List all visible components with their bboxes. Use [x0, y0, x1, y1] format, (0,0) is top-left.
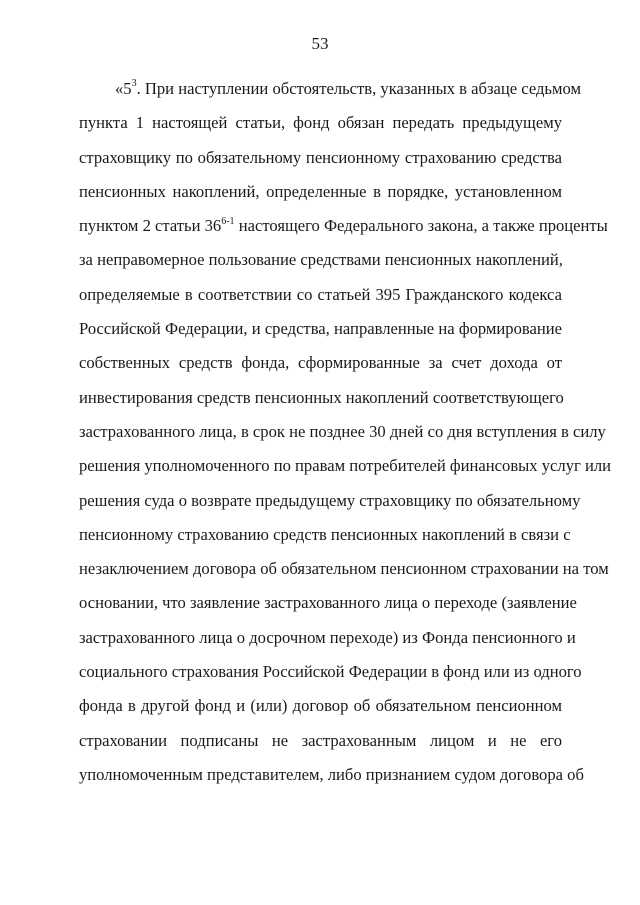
text-line: решения суда о возврате предыдущему страховщику по обязательному	[79, 490, 581, 510]
text-line: пенсионному страхованию средств пенсионных накоплений в связи с	[79, 524, 571, 544]
text-line: пенсионных накоплений, определенные в порядке, установленном	[79, 181, 562, 201]
text-line-part: настоящего Федерального закона, а также проценты	[234, 216, 608, 236]
text-line: собственных средств фонда, сформированные за счет дохода от	[79, 353, 562, 373]
text-line: незаключением договора об обязательном пенсионном страховании на том	[79, 559, 609, 579]
page-number: 53	[311, 34, 329, 53]
text-line: социального страхования Российской Федерации в фонд или из одного	[79, 662, 582, 682]
text-line: пункта 1 настоящей статьи, фонд обязан передать предыдущему	[79, 113, 562, 133]
text-line: застрахованного лица, в срок не позднее 30 дней со дня вступления в силу	[79, 421, 606, 441]
superscript: 6-1	[221, 215, 235, 227]
body-text	[79, 72, 611, 792]
text-line: страховании подписаны не застрахованным лицом и не его	[79, 730, 562, 750]
text-line: застрахованного лица о досрочном переходе) из Фонда пенсионного и	[79, 627, 576, 647]
text-line-part: пунктом 2 статьи 36	[79, 216, 222, 236]
superscript: 3	[131, 78, 137, 90]
text-line: фонда в другой фонд и (или) договор об обязательном пенсионном	[79, 696, 562, 716]
text-line: решения уполномоченного по правам потребителей финансовых услуг или	[79, 456, 611, 476]
text-line: уполномоченным представителем, либо признанием судом договора об	[79, 764, 584, 784]
text-line-part: «5	[115, 79, 132, 98]
text-line: Российской Федерации, и средства, направленные на формирование	[79, 319, 562, 339]
text-line: определяемые в соответствии со статьей 395 Гражданского кодекса	[79, 284, 562, 304]
text-line-part: . При наступлении обстоятельств, указанных в абзаце седьмом	[136, 79, 581, 98]
text-line	[79, 209, 608, 243]
text-line	[79, 72, 581, 106]
text-line: инвестирования средств пенсионных накоплений соответствующего	[79, 387, 564, 407]
text-line: основании, что заявление застрахованного лица о переходе (заявление	[79, 593, 577, 613]
text-line: страховщику по обязательному пенсионному страхованию средства	[79, 147, 562, 167]
text-line: за неправомерное пользование средствами пенсионных накоплений,	[79, 250, 563, 270]
